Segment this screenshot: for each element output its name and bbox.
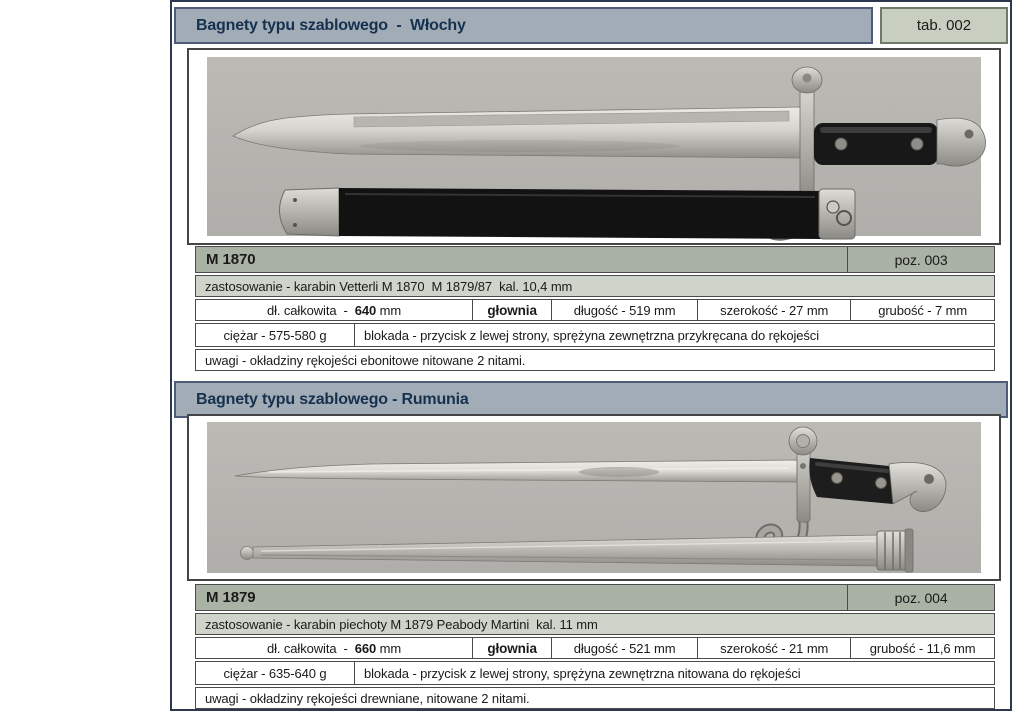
blade-length-cell: długość - 521 mm [551, 638, 697, 658]
pommel-button [965, 130, 974, 139]
chape-rivet-1 [293, 198, 297, 202]
notes-cell: uwagi - okładziny rękojeści drewniane, nitowane 2 nitami. [205, 690, 530, 706]
notes-cell: uwagi - okładziny rękojeści ebonitowe nitowane 2 nitami. [205, 352, 526, 368]
scabbard-m1870 [279, 188, 855, 239]
pommel-hole [924, 474, 934, 484]
table2-dimensions-row [195, 637, 995, 659]
tab-number: tab. 002 [916, 17, 972, 34]
section2-title: Bagnety typu szablowego - Rumunia [196, 390, 469, 408]
guard-rivet [800, 463, 806, 469]
photo-m1879 [187, 414, 1001, 581]
table1-title-row [195, 246, 995, 273]
position-number: poz. 003 [847, 247, 994, 272]
scabbard-ball-finial [241, 547, 254, 560]
usage-text: zastosowanie - karabin Vetterli M 1870 M 1879/87 kal. 10,4 mm [205, 278, 573, 294]
grip-rivet-1 [832, 473, 843, 484]
muzzle-ring-hole [803, 74, 812, 83]
table2-notes-row [195, 687, 995, 709]
lock-cell: blokada - przycisk z lewej strony, sprężyna zewnętrzna nitowana do rękojeści [354, 662, 994, 684]
section2-header-bar [174, 381, 1008, 418]
table2-weight-row [195, 661, 995, 685]
scabbard-throat [877, 531, 907, 570]
blade-length-cell: długość - 519 mm [551, 300, 697, 320]
total-length-cell: dł. całkowita - 640 mm [266, 302, 402, 318]
photo-m1879-image [189, 416, 999, 579]
weight-cell: ciężar - 635-640 g [223, 665, 327, 681]
throat-cap [905, 529, 913, 572]
blade-label-cell: głownia [472, 300, 551, 320]
section1-header-bar [174, 7, 873, 44]
grip-highlight [820, 127, 932, 133]
total-length-cell: dł. całkowita - 660 mm [266, 640, 402, 656]
scabbard-chape [279, 188, 339, 236]
table2-title-row [195, 584, 995, 611]
table1-notes-row [195, 349, 995, 371]
frog-stud [827, 201, 839, 213]
blade-patina [359, 140, 679, 152]
table1-weight-row [195, 323, 995, 347]
photo-m1870 [187, 48, 1001, 245]
lock-cell: blokada - przycisk z lewej strony, sprężyna zewnętrzna przykręcana do rękojeści [354, 324, 994, 346]
blade-width-cell: szerokość - 21 mm [697, 638, 850, 658]
model-name: M 1879 [206, 589, 256, 606]
position-number: poz. 004 [847, 585, 994, 610]
model-name: M 1870 [206, 251, 256, 268]
crossguard [800, 78, 814, 202]
blade-thickness-cell: grubość - 7 mm [850, 300, 994, 320]
table1-usage-row [195, 275, 995, 297]
weight-cell: ciężar - 575-580 g [223, 327, 327, 343]
table1-dimensions-row [195, 299, 995, 321]
muzzle-ring-hole [797, 435, 810, 448]
section1-title: Bagnety typu szablowego - Włochy [196, 16, 466, 34]
blade-thickness-cell: grubość - 11,6 mm [850, 638, 994, 658]
grip-rivet-1 [835, 138, 847, 150]
table2-usage-row [195, 613, 995, 635]
blade-smudge [579, 467, 659, 477]
usage-text: zastosowanie - karabin piechoty M 1879 Peabody Martini kal. 11 mm [205, 616, 598, 632]
pommel [937, 118, 986, 166]
tab-number-box [880, 7, 1008, 44]
grip-rivet-2 [876, 478, 887, 489]
blade-width-cell: szerokość - 27 mm [697, 300, 850, 320]
photo-m1870-image [189, 50, 999, 243]
chape-rivet-2 [293, 223, 297, 227]
blade-label-cell: głownia [472, 638, 551, 658]
grip-rivet-2 [911, 138, 923, 150]
